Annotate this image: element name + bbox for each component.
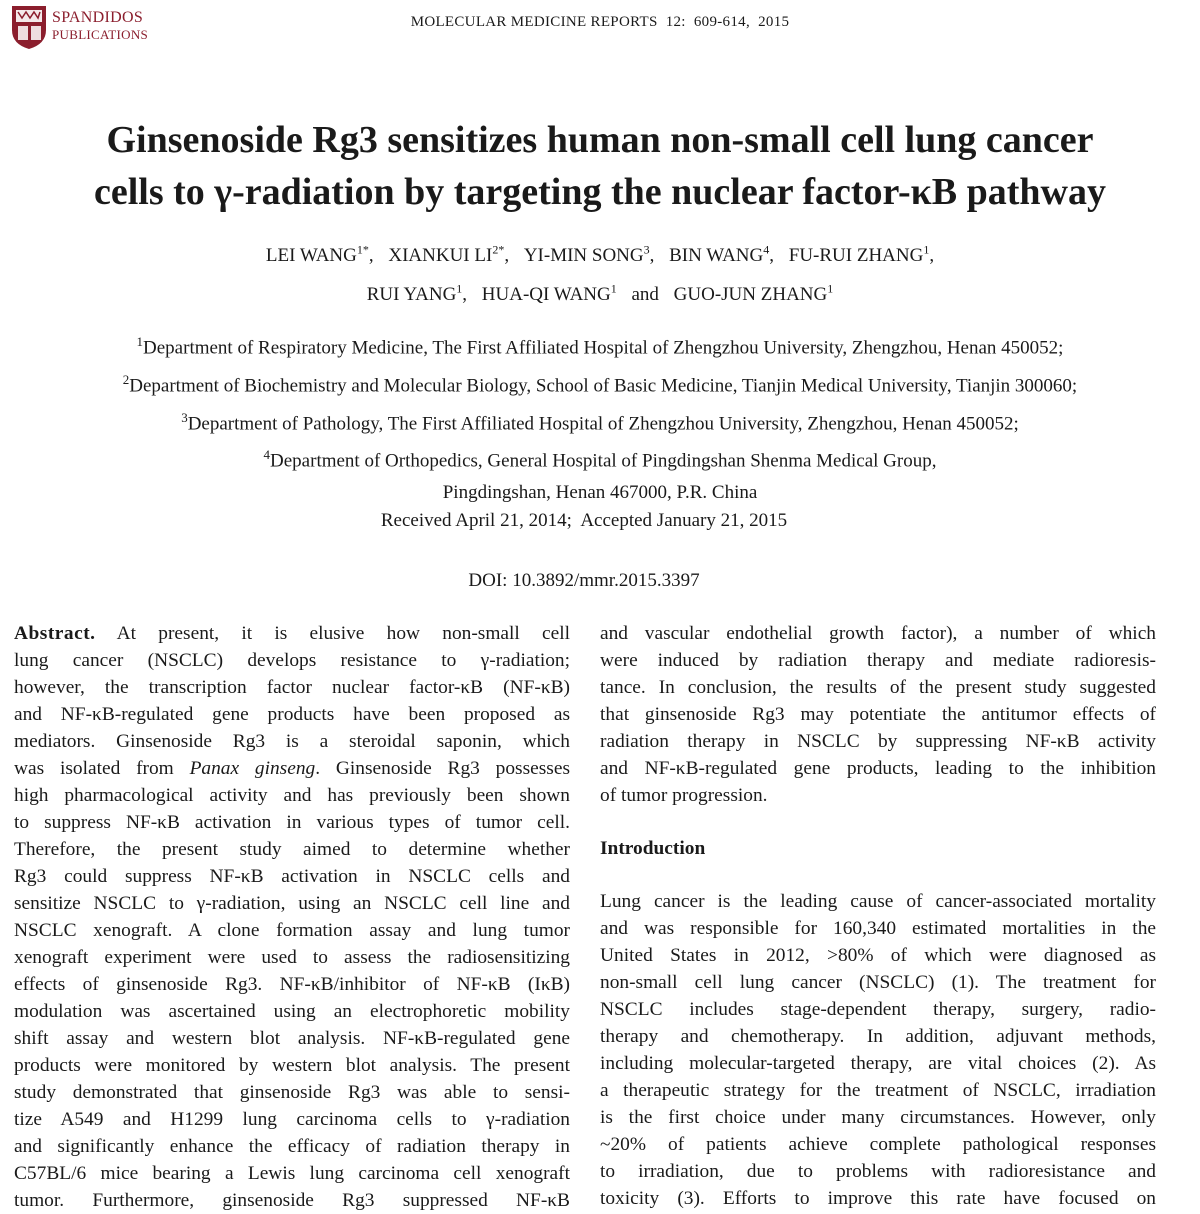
author: LEI $WANG^{1*}$, [265,243,374,267]
author: HUA-QI WANG$^1$ [481,281,617,305]
title-line: Ginsenoside Rg3 sensitizes human non-small cell lung cancer [106,119,1094,161]
affiliation: $^2$Department of Biochemistry and Molecular Biology, School of Basic Medicine, Tianjin Medical University, Tianjin 300060; [122,371,1078,397]
text-line: and significantly enhance the efficacy of radiation therapy in [14,1136,570,1157]
text-line: tance. In conclusion, the results of the present study suggested [600,677,1156,698]
shield-icon [10,4,48,50]
text-line: effects of ginsenoside Rg3. NF-κB/inhibitor of NF-κB (IκB) [14,974,570,995]
abstract [14,620,570,1214]
author-list [100,234,1100,311]
author: GUO-JUN ZHANG$^1$ [673,281,834,305]
text-line: toxicity (3). Efforts to improve this rate have focused on [600,1188,1156,1209]
text-line: study demonstrated that ginsenoside Rg3 was able to sensi- [14,1082,570,1103]
text-line: to suppress NF-κB activation in various types of tumor cell. [14,812,570,833]
text-line: and was responsible for 160,340 estimated mortalities in the [600,918,1156,939]
author: XIANKUI $LI^{2*}$, [388,243,510,267]
affiliation: Pingdingshan, Henan 467000, P.R. China [442,482,758,504]
text-line: of tumor progression. [600,785,768,806]
right-column [600,620,1156,1212]
publisher-logo [8,4,166,50]
text-line: is the first choice under many circumstances. However, only [600,1107,1156,1128]
text-line: Lung cancer is the leading cause of cancer-associated mortality [600,891,1156,912]
text-line: tumor. Furthermore, ginsenoside Rg3 suppressed NF-κB [14,1190,570,1211]
text-line: Therefore, the present study aimed to determine whether [14,839,570,860]
logo-name: SPANDIDOS [52,9,144,26]
affiliation: $^1$Department of Respiratory Medicine, The First Affiliated Hospital of Zhengzhou University, Zhengzhou, Henan 450052; [136,334,1064,359]
text-line: shift assay and western blot analysis. NF-κB-regulated gene [14,1028,570,1049]
author: BIN WANG$^4$, [669,243,774,267]
text-line: to irradiation, due to problems with radioresistance and [600,1161,1156,1182]
running-head: MOLECULAR MEDICINE REPORTS 12: 609-614, 2015 [410,14,790,30]
text-line: Abstract. At present, it is elusive how non-small cell [14,623,571,644]
text-line: NSCLC xenograft. A clone formation assay and lung tumor [14,920,570,941]
text-line: however, the transcription factor nuclear factor-κB (NF-κB) [14,677,570,698]
text-line: NSCLC includes stage-dependent therapy, surgery, radio- [600,999,1156,1020]
title-line: cells to γ-radiation by targeting the nuclear factor-κB pathway [94,171,1106,213]
text-line: were induced by radiation therapy and mediate radioresis- [600,650,1156,671]
doi: DOI: 10.3892/mmr.2015.3397 [468,570,700,591]
affiliation: $^3$Department of Pathology, The First Affiliated Hospital of Zhengzhou University, Zhengzhou, Henan 450052; [181,409,1019,434]
affiliations [0,326,1200,509]
text-line: sensitize NSCLC to γ-radiation, using an NSCLC cell line and [14,893,570,914]
text-line: United States in 2012, >80% of which were diagnosed as [600,945,1156,966]
text-line: that ginsenoside Rg3 may potentiate the antitumor effects of [600,704,1156,725]
text-line: high pharmacological activity and has previously been shown [14,785,570,806]
author: RUI YANG$^1$, [366,281,468,305]
text-line: was isolated from Panax ginseng. Ginsenoside Rg3 possesses [14,758,571,779]
article-title [20,114,1180,218]
affiliation: $^4$Department of Orthopedics, General Hospital of Pingdingshan Shenma Medical Group, [263,447,937,472]
text-line: a therapeutic strategy for the treatment of NSCLC, irradiation [600,1080,1156,1101]
text-line: radiation therapy in NSCLC by suppressing NF-κB activity [600,731,1156,752]
author: YI-MIN SONG$^3$, [523,243,655,267]
abstract-continued [600,620,1156,809]
text-line: lung cancer (NSCLC) develops resistance to γ-radiation; [14,650,570,671]
text-line: modulation was ascertained using an electrophoretic mobility [14,1001,570,1022]
logo-subtitle: PUBLICATIONS [52,27,149,42]
text-line: Rg3 could suppress NF-κB activation in NSCLC cells and [14,866,570,887]
introduction-paragraph [600,888,1156,1212]
abstract-heading: Abstract. [14,623,96,644]
text-line: products were monitored by western blot analysis. The present [14,1055,570,1076]
text-line: tize A549 and H1299 lung carcinoma cells to γ-radiation [14,1109,570,1130]
text-line: mediators. Ginsenoside Rg3 is a steroidal saponin, which [14,731,570,752]
text-line: therapy and chemotherapy. In addition, adjuvant methods, [600,1026,1156,1047]
text-line: and vascular endothelial growth factor), a number of which [600,623,1156,644]
author-conjunction: and [631,283,659,305]
section-heading-introduction: Introduction [600,838,706,859]
text-line: xenograft experiment were used to assess the radiosensitizing [14,947,570,968]
author-line [100,272,1100,310]
text-line: including molecular-targeted therapy, are vital choices (2). As [600,1053,1156,1074]
author-line [100,234,1100,272]
text-line: ~20% of patients achieve complete pathological responses [600,1134,1156,1155]
received-dates: Received April 21, 2014; Accepted January 21, 2015 [380,510,788,531]
text-line: and NF-κB-regulated gene products have been proposed as [14,704,570,725]
left-column [14,620,570,1214]
text-line: C57BL/6 mice bearing a Lewis lung carcinoma cell xenograft [14,1163,570,1184]
text-line: non-small cell lung cancer (NSCLC) (1). The treatment for [600,972,1156,993]
species-name: Panax ginseng [189,758,316,779]
author: FU-RUI ZHANG$^1$, [788,243,935,267]
text-line: and NF-κB-regulated gene products, leading to the inhibition [600,758,1156,779]
